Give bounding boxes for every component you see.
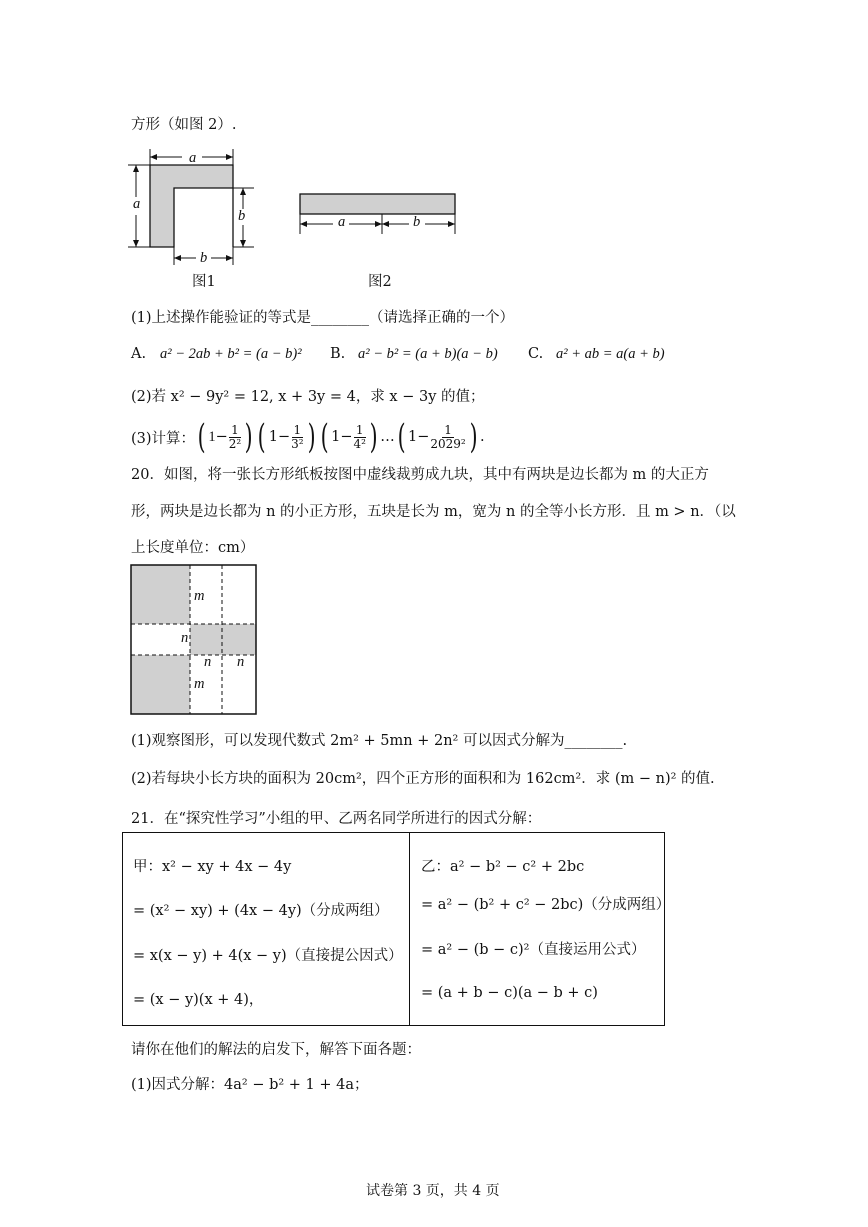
q19-option-c-label: C. — [528, 346, 544, 362]
q20-part2: (2)若每块小长方块的面积为 20cm²，四个正方形的面积和为 162cm²．求 (m − n)² 的值. — [131, 771, 715, 787]
q20-line1: 20．如图，将一张长方形纸板按图中虚线裁剪成九块，其中有两块是边长都为 m 的大正方 — [131, 467, 709, 483]
yi-line-3: = a² − (b − c)²（直接运用公式） — [421, 942, 646, 958]
table-divider — [409, 833, 410, 1025]
frac-den-4: 2029² — [430, 436, 466, 451]
fig2-caption: 图2 — [368, 274, 392, 290]
fig1-label-a-top: a — [189, 150, 197, 166]
q20-line2: 形，两块是边长都为 n 的小正方形，五块是长为 m，宽为 n 的全等小长方形．且 m > n．（以 — [131, 504, 736, 520]
q19-option-b: a² − b² = (a + b)(a − b) — [358, 346, 498, 362]
q19-option-a-label: A. — [131, 346, 147, 362]
fig2-label-b: b — [413, 214, 421, 230]
q19-option-b-label: B. — [330, 346, 346, 362]
frac-den-3: 4² — [353, 436, 366, 451]
grid-label-n-mid: n — [181, 630, 189, 646]
jia-line-4: = (x − y)(x + 4)， — [133, 992, 264, 1008]
jia-line-3: = x(x − y) + 4(x − y)（直接提公因式） — [133, 948, 403, 964]
cut-grid-figure — [130, 564, 260, 716]
q19-part2: (2)若 x² − 9y² = 12, x + 3y = 4，求 x − 3y 的值； — [131, 389, 485, 405]
page-footer: 试卷第 3 页，共 4 页 — [366, 1183, 500, 1199]
frac-den-1: 2² — [228, 436, 242, 451]
q19-part1: (1)上述操作能验证的等式是________（请选择正确的一个） — [131, 310, 515, 326]
fig1-label-b-right: b — [238, 208, 246, 224]
q19-option-a: a² − 2ab + b² = (a − b)² — [160, 346, 302, 362]
intro-tail: 方形（如图 2）. — [131, 117, 237, 133]
q19-part3-prefix: (3)计算： — [131, 430, 196, 447]
fig2-label-a: a — [338, 214, 346, 230]
q19-part3: (3)计算： ( 1 − $\frac{1}{\text{2²}}$ ) ( 1 − $\frac{1}{\text{3²}}$ ) ( 1 − $\frac{1}{\text{4²}}$ ) … ( 1 − $\frac{1}{\text{2029²}}$ ) . — [131, 417, 485, 457]
grid-label-n-low1: n — [204, 654, 212, 670]
fig1-label-a-left: a — [133, 196, 141, 212]
fig1-caption: 图1 — [192, 274, 216, 290]
grid-label-m-top: m — [194, 588, 205, 604]
jia-line-1: 甲：x² − xy + 4x − 4y — [133, 859, 292, 875]
ellipsis: … — [380, 429, 395, 445]
q21-after: 请你在他们的解法的启发下，解答下面各题： — [131, 1042, 421, 1058]
yi-line-1: 乙：a² − b² − c² + 2bc — [421, 859, 585, 875]
yi-line-2: = a² − (b² + c² − 2bc)（分成两组） — [421, 897, 671, 913]
yi-line-4: = (a + b − c)(a − b + c) — [421, 985, 598, 1001]
frac-den-2: 3² — [291, 436, 304, 451]
fig1-label-b-bottom: b — [200, 250, 208, 266]
figure-2 — [297, 190, 459, 238]
q21-part1: (1)因式分解：4a² − b² + 1 + 4a； — [131, 1077, 369, 1093]
grid-label-n-low2: n — [237, 654, 245, 670]
q21-intro: 21．在“探究性学习”小组的甲、乙两名同学所进行的因式分解： — [131, 811, 542, 827]
solutions-table — [122, 832, 671, 1026]
q20-line3: 上长度单位：cm） — [131, 540, 255, 556]
q19-option-c: a² + ab = a(a + b) — [556, 346, 665, 362]
jia-line-2: = (x² − xy) + (4x − 4y)（分成两组） — [133, 903, 389, 919]
q20-part1: (1)观察图形，可以发现代数式 2m² + 5mn + 2n² 可以因式分解为________. — [131, 733, 628, 749]
grid-label-m-bottom: m — [194, 676, 205, 692]
